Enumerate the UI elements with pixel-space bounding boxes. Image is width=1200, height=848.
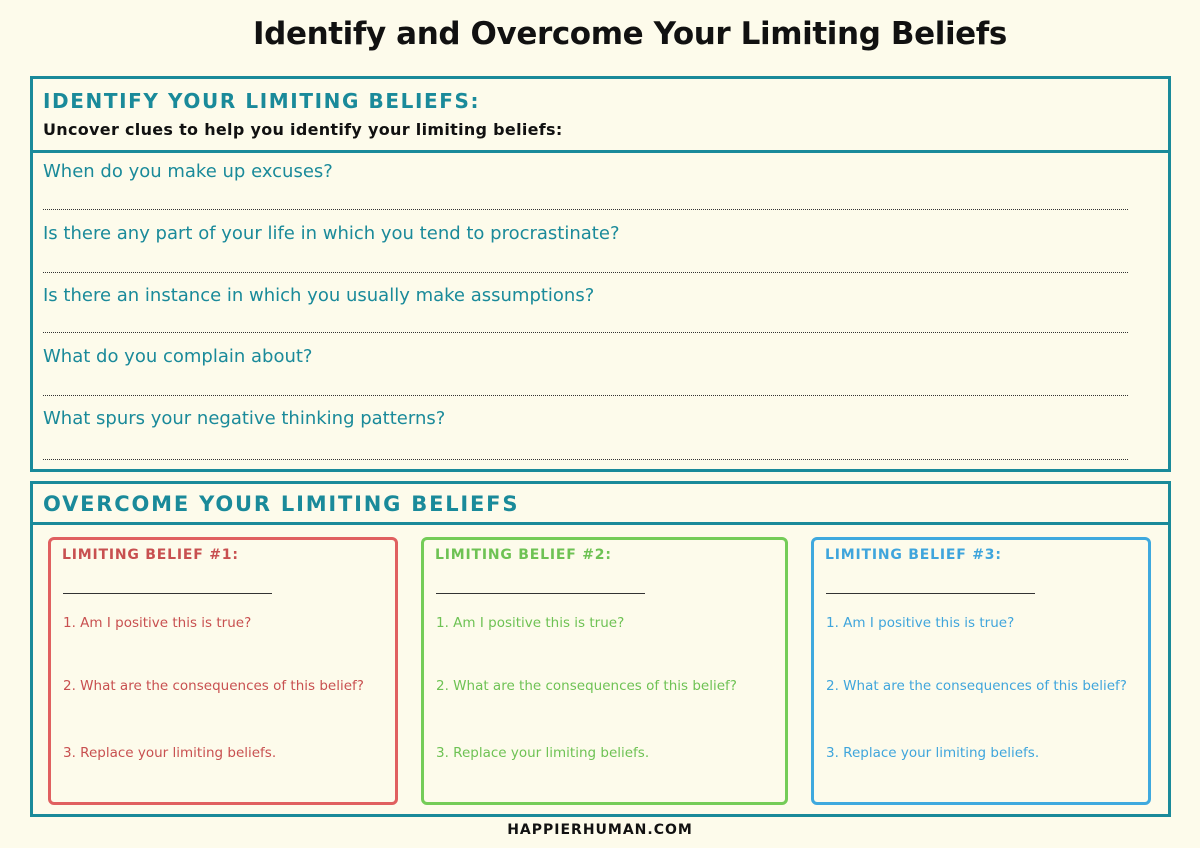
site-footer: HAPPIERHUMAN.COM xyxy=(507,822,693,838)
answer-line-5[interactable] xyxy=(43,459,1128,460)
question-procrastinate: Is there any part of your life in which you tend to procrastinate? xyxy=(43,223,620,244)
overcome-section xyxy=(30,481,1171,817)
identify-heading: IDENTIFY YOUR LIMITING BELIEFS: xyxy=(43,89,481,113)
limiting-belief-label: LIMITING BELIEF #1: xyxy=(62,547,239,563)
limiting-belief-card-3 xyxy=(811,537,1151,805)
identify-section-header xyxy=(33,79,1168,153)
question-excuses: When do you make up excuses? xyxy=(43,161,333,182)
identify-section xyxy=(30,76,1171,472)
belief-question-positive: 1. Am I positive this is true? xyxy=(63,615,252,631)
belief-question-consequences: 2. What are the consequences of this belief? xyxy=(436,678,737,694)
belief-answer-line[interactable] xyxy=(436,593,645,594)
limiting-belief-label: LIMITING BELIEF #3: xyxy=(825,547,1002,563)
belief-answer-line[interactable] xyxy=(826,593,1035,594)
limiting-belief-label: LIMITING BELIEF #2: xyxy=(435,547,612,563)
page-title-wrapper xyxy=(0,16,1200,52)
limiting-belief-card-2 xyxy=(421,537,788,805)
overcome-heading: OVERCOME YOUR LIMITING BELIEFS xyxy=(43,492,520,516)
belief-question-replace: 3. Replace your limiting beliefs. xyxy=(436,745,650,761)
limiting-belief-card-1 xyxy=(48,537,398,805)
belief-question-replace: 3. Replace your limiting beliefs. xyxy=(63,745,277,761)
answer-line-1[interactable] xyxy=(43,209,1128,210)
question-negative-thinking: What spurs your negative thinking patterns? xyxy=(43,408,446,429)
belief-question-positive: 1. Am I positive this is true? xyxy=(436,615,625,631)
belief-question-consequences: 2. What are the consequences of this belief? xyxy=(826,678,1127,694)
belief-question-consequences: 2. What are the consequences of this belief? xyxy=(63,678,364,694)
answer-line-2[interactable] xyxy=(43,272,1128,273)
answer-line-4[interactable] xyxy=(43,395,1128,396)
question-complain: What do you complain about? xyxy=(43,346,313,367)
belief-answer-line[interactable] xyxy=(63,593,272,594)
question-assumptions: Is there an instance in which you usually make assumptions? xyxy=(43,285,595,306)
belief-question-replace: 3. Replace your limiting beliefs. xyxy=(826,745,1040,761)
identify-subheading: Uncover clues to help you identify your limiting beliefs: xyxy=(43,120,563,139)
belief-question-positive: 1. Am I positive this is true? xyxy=(826,615,1015,631)
page-title: Identify and Overcome Your Limiting Beliefs xyxy=(253,16,1007,52)
answer-line-3[interactable] xyxy=(43,332,1128,333)
overcome-section-header xyxy=(33,484,1168,525)
